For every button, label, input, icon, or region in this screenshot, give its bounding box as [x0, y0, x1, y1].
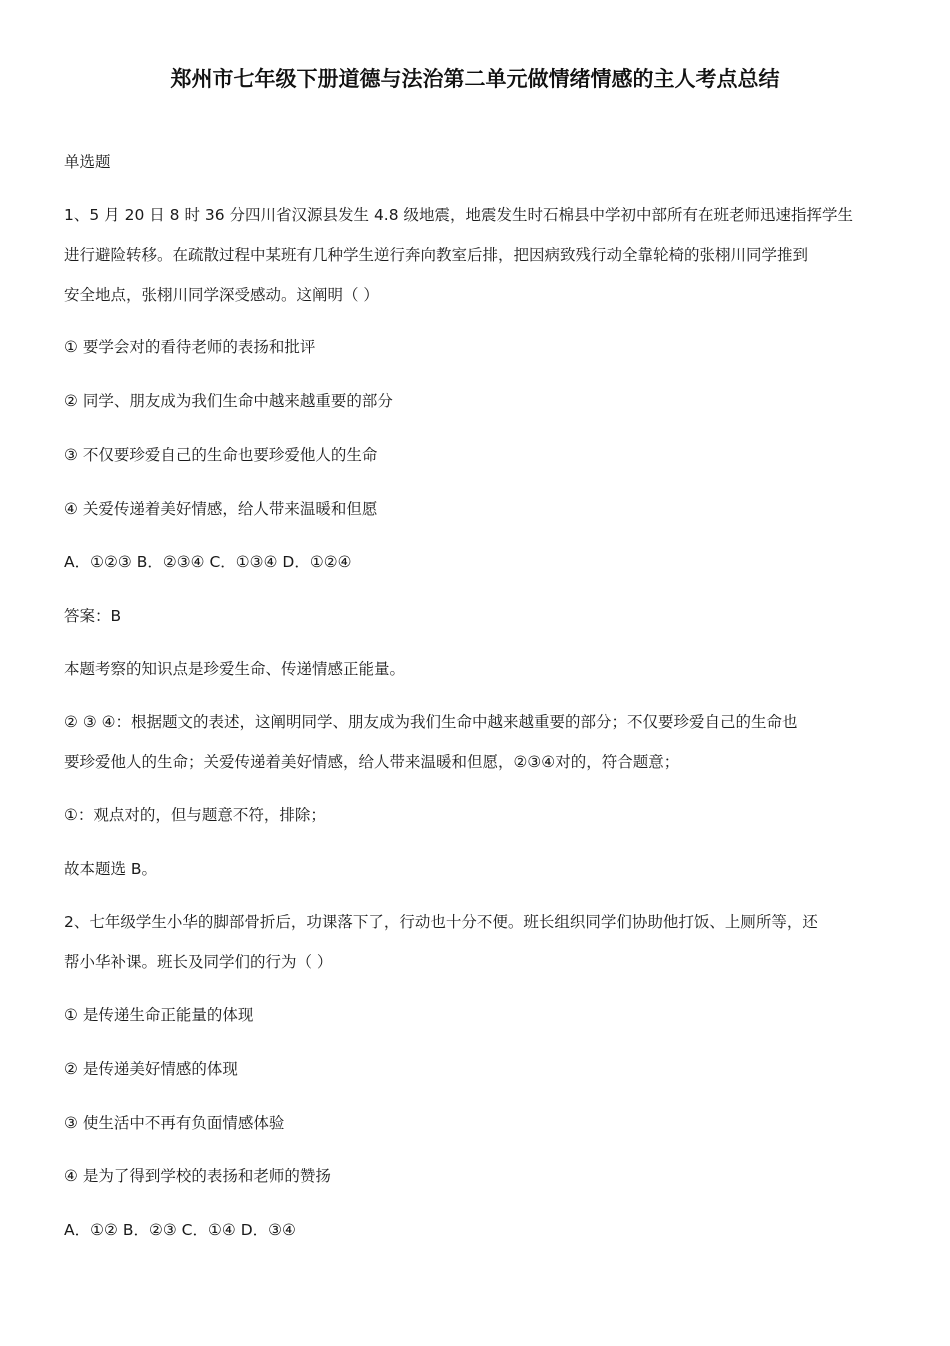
q1-option-2: ② 同学、朋友成为我们生命中越来越重要的部分 [64, 392, 393, 410]
q2-choices: A．①② B．②③ C．①④ D．③④ [64, 1221, 296, 1239]
document-title: 郑州市七年级下册道德与法治第二单元做情绪情感的主人考点总结 [170, 67, 780, 91]
q1-explanation-2-line-2: 要珍爱他人的生命；关爱传递着美好情感，给人带来温暖和但愿，②③④对的，符合题意； [64, 753, 680, 771]
q2-stem-line-2: 帮小华补课。班长及同学们的行为（ ） [64, 953, 333, 971]
q2-option-2: ② 是传递美好情感的体现 [64, 1060, 238, 1078]
q1-explanation-4: 故本题选 B。 [64, 860, 158, 878]
q1-option-4: ④ 关爱传递着美好情感，给人带来温暖和但愿 [64, 500, 378, 518]
q1-option-1: ① 要学会对的看待老师的表扬和批评 [64, 338, 316, 356]
q1-explanation-1: 本题考察的知识点是珍爱生命、传递情感正能量。 [64, 660, 406, 678]
q1-option-3: ③ 不仅要珍爱自己的生命也要珍爱他人的生命 [64, 446, 378, 464]
q1-stem-line-2: 进行避险转移。在疏散过程中某班有几种学生逆行奔向教室后排，把因病致残行动全靠轮椅的张栩川同学推到 [64, 246, 809, 264]
section-heading: 单选题 [64, 153, 111, 171]
q1-stem-line-1: 1、5 月 20 日 8 时 36 分四川省汉源县发生 4.8 级地震，地震发生时石棉县中学初中部所有在班老师迅速指挥学生 [64, 206, 854, 224]
q1-choices: A．①②③ B．②③④ C．①③④ D．①②④ [64, 553, 352, 571]
q2-option-4: ④ 是为了得到学校的表扬和老师的赞扬 [64, 1167, 331, 1185]
q1-explanation-2-line-1: ② ③ ④：根据题文的表述，这阐明同学、朋友成为我们生命中越来越重要的部分；不仅要珍爱自己的生命也 [64, 713, 798, 731]
q2-option-3: ③ 使生活中不再有负面情感体验 [64, 1114, 285, 1132]
q1-stem-line-3: 安全地点，张栩川同学深受感动。这阐明（ ） [64, 286, 379, 304]
q2-stem-line-1: 2、七年级学生小华的脚部骨折后，功课落下了，行动也十分不便。班长组织同学们协助他打饭、上厕所等，还 [64, 913, 818, 931]
q2-option-1: ① 是传递生命正能量的体现 [64, 1006, 254, 1024]
q1-explanation-3: ①：观点对的，但与题意不符，排除； [64, 806, 326, 824]
q1-answer: 答案：B [64, 607, 122, 625]
